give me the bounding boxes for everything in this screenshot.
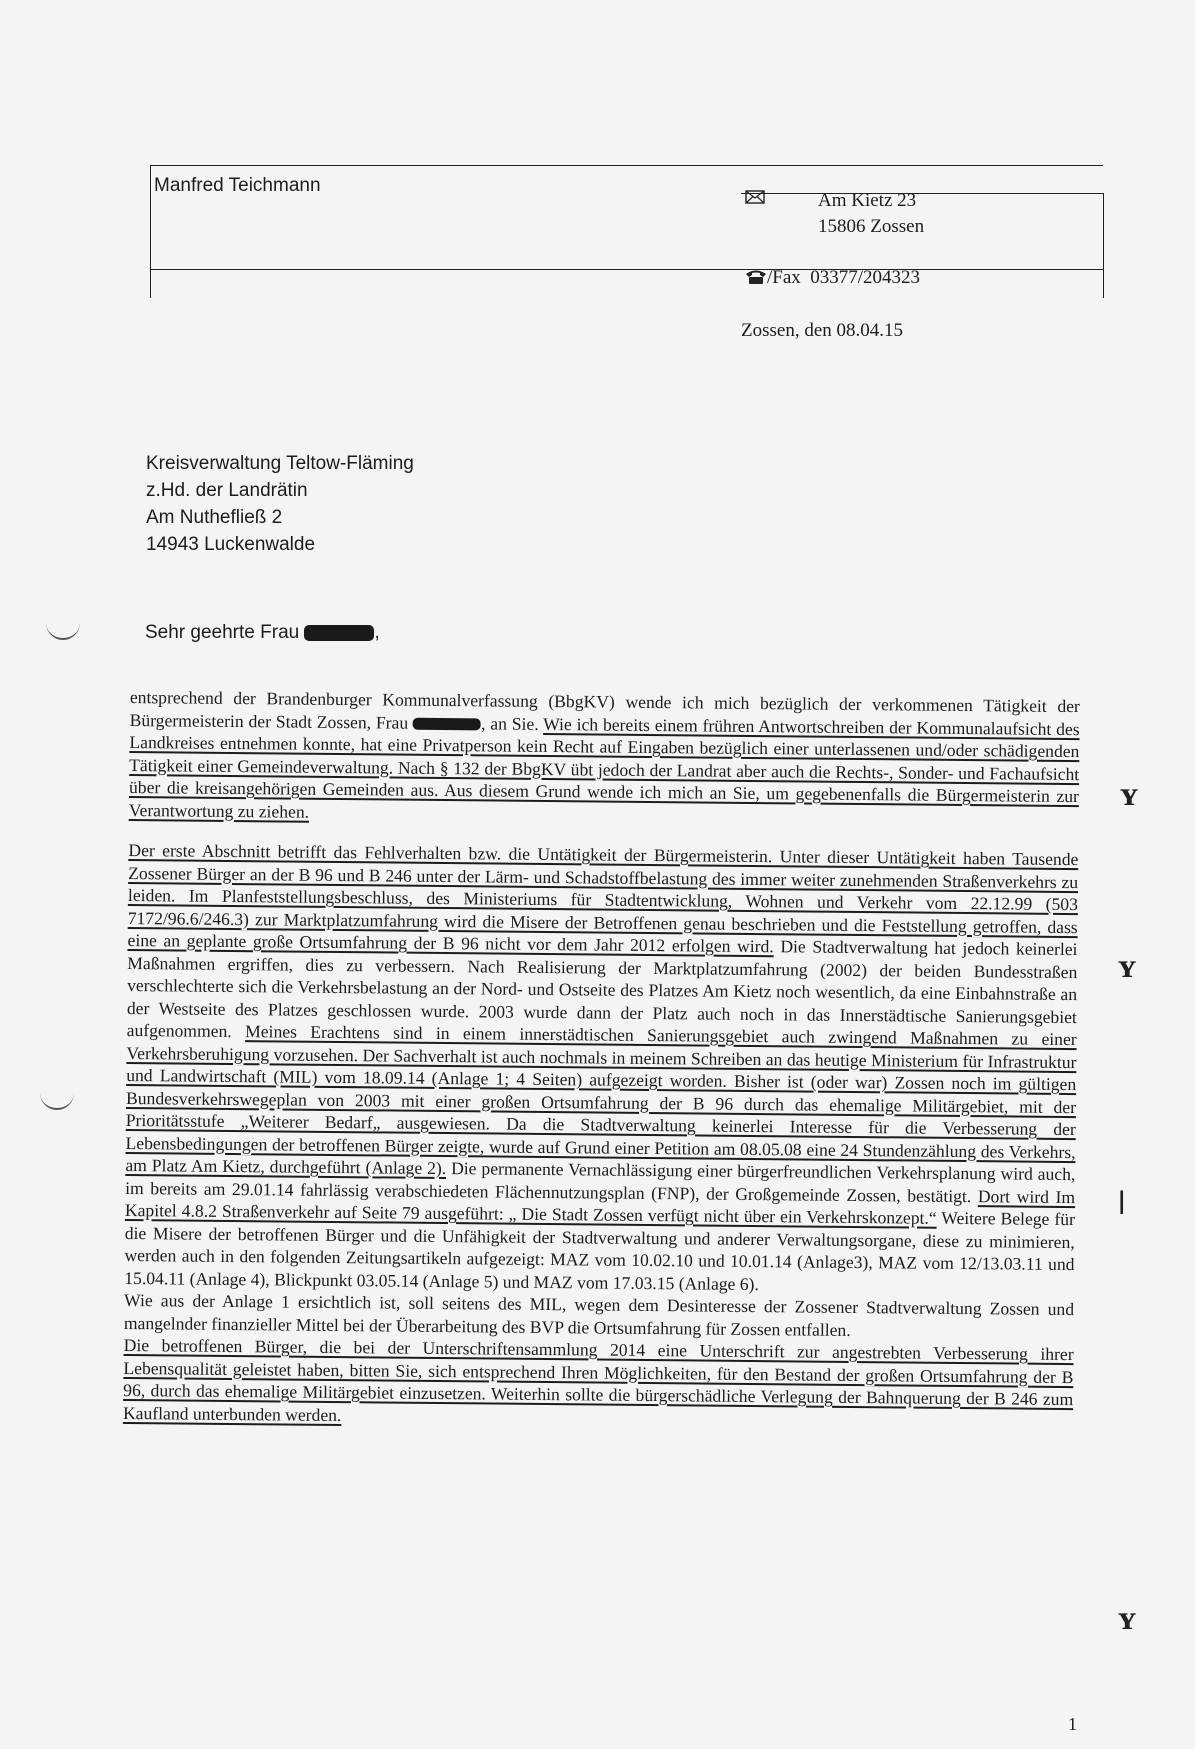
- paragraph-3: Wie aus der Anlage 1 ersichtlich ist, soll seitens des MIL, wegen dem Desinteresse der Zossener Stadtverwaltung Zossen und mangelnder finanzieller Mittel bei der Überarbeitung des BVP die Ortsumfahrung für Zossen entfallen.: [123, 1289, 1075, 1340]
- recipient-line-1: Kreisverwaltung Teltow-Fläming: [146, 453, 414, 474]
- sender-phone-row: [745, 267, 920, 289]
- sender-name: Manfred Teichmann: [154, 175, 321, 196]
- phone-number: 03377/204323: [810, 267, 921, 288]
- letter-body: [123, 686, 1080, 1433]
- redacted-name: [413, 718, 481, 731]
- recipient-line-3: Am Nuthefließ 2: [146, 507, 283, 528]
- telephone-icon: [745, 269, 767, 285]
- paragraph-1-text-b: , an Sie.: [480, 712, 539, 734]
- paragraph-4-underlined: Die betroffenen Bürger, die bei der Unterschriftensammlung 2014 eine Unterschrift zur angestrebten Verbesserung ihrer Lebensqualität geleistet haben, bitten Sie, sich entsprechend Ihren Möglichkeiten, für den Bestand der großen Ortsumfahrung der B 96, durch das ehemalige Militärgebiet einzusetzen. Weiterhin sollte die bürgerschädliche Verlegung der Bahnquerung der B 246 zum Kaufland unterbunden werden.: [122, 1334, 1074, 1425]
- page-number: 1: [1068, 1714, 1077, 1734]
- paragraph-2-text-1: Die Stadtverwaltung hat jedoch keinerlei Maßnahmen ergriffen, dies zu verbessern. Nach Realisierung der Marktplatzumfahrung (2002) der beiden Bundesstraßen verschlechterte sich die Verkehrsbelastung an der Nord- und Ostseite des Platzes Am Kietz noch wesentlich, da eine Einbahnstraße an der Westseite des Platzes geschlossen wurde. 2003 wurde dann der Platz auch noch in das Innerstädtische Sanierungsgebiet aufgenommen.: [126, 936, 1078, 1042]
- envelope-icon: [745, 190, 765, 204]
- recipient-line-2: z.Hd. der Landrätin: [146, 480, 308, 501]
- paragraph-1-underlined: Wie ich bereits einem frühren Antwortschreiben der Kommunalaufsicht des Landkreises entnehmen konnte, hat eine Privatperson kein Recht auf Eingaben bezüglich einer unterlassenen und/oder schädigenden Tätigkeit einer Gemeindeverwaltung. Nach § 132 der BbgKV übt jedoch der Landrat aber auch die Rechts-, Sonder- und Fachaufsicht über die kreisangehörigen Gemeinden aus. Aus diesem Grund wende ich mich an Sie, um gegebenenfalls die Bürgermeisterin zur Verantwortung zu ziehen.: [128, 713, 1080, 822]
- paragraph-2-text-2: Die permanente Vernachlässigung einer bürgerfreundlichen Verkehrsplanung wird auch, im bereits am 29.01.14 fahrlässig verabschiedeten Flächennutzungsplan (FNP), der Großgemeinde Zossen, bestätigt.: [125, 1158, 1076, 1206]
- date-line: Zossen, den 08.04.15: [741, 320, 904, 341]
- salutation: [145, 622, 380, 644]
- paragraph-4: [123, 1334, 1074, 1433]
- redacted-name: [304, 625, 374, 641]
- paragraph-1: [129, 686, 1080, 830]
- paragraph-2: [124, 839, 1078, 1298]
- margin-mark: ʏ: [1118, 948, 1137, 985]
- margin-mark: ǀ: [1118, 1185, 1126, 1222]
- paragraph-1-text-a: entsprechend der Brandenburger Kommunalverfassung (BbgKV) wende ich mich bezüglich der verkommenen Tätigkeit der Bürgermeisterin der Stadt Zossen, Frau: [129, 686, 1080, 733]
- paragraph-2-underlined-3: Dort wird Im Kapitel 4.8.2 Straßenverkehr auf Seite 79 ausgeführt: „ Die Stadt Zossen verfügt nicht über ein Verkehrskonzept.“: [124, 1185, 1076, 1228]
- margin-mark: ʏ: [1118, 1600, 1137, 1637]
- phone-label: /Fax: [767, 267, 801, 288]
- paragraph-2-underlined-2: Meines Erachtens sind in einem innerstädtischen Sanierungsgebiet auch zwingend Maßnahmen zu einer Verkehrsberuhigung vorzusehen. Der Sachverhalt ist auch nochmals in meinem Schreiben an das heutige Ministerium für Infrastruktur und Landwirtschaft (MIL) vom 18.09.14 (Anlage 1; 4 Seiten) aufgezeigt worden. Bisher ist (oder war) Zossen noch im gültigen Bundesverkehrswegeplan von 2003 mit einer großen Ortsumfahrung der B 96 durch das ehemalige Militärgebiet, mit der Prioritätsstufe „Weiterer Bedarf„ ausgewiesen. Da die Stadtverwaltung keinerlei Interesse für die Verbesserung der Lebensbedingungen der betroffenen Bürger zeigte, wurde auf Grund einer Petition am 08.05.08 eine 24 Stundenzählung des Verkehrs, am Platz Am Kietz, durchgeführt (Anlage 2).: [125, 1021, 1077, 1179]
- salutation-suffix: ,: [374, 622, 380, 643]
- paragraph-2-underlined-1: Der erste Abschnitt betrifft das Fehlverhalten bzw. die Untätigkeit der Bürgermeisterin. Unter dieser Untätigkeit haben Tausende Zossener Bürger an der B 96 und B 246 unter der Lärm- und Schadstoffbelastung des immer weiter zunehmenden Straßenverkehrs zu leiden. Im Planfeststellungsbeschluss, des Ministeriums für Stadtentwicklung, Wohnen und Verkehr vom 22.12.99 (503 7172/96.6/246.3) zur Marktplatzumfahrung wird die Misere der Betroffenen genau beschrieben und die Feststellung getroffen, dass eine an geplante große Ortsumfahrung der B 96 nicht vor dem Jahr 2012 erfolgen wird.: [127, 839, 1079, 957]
- salutation-prefix: Sehr geehrte Frau: [145, 622, 300, 643]
- margin-mark: ʏ: [1120, 776, 1139, 813]
- sender-street: Am Kietz 23: [818, 190, 917, 211]
- punch-hole-mark: [40, 1090, 74, 1110]
- recipient-line-4: 14943 Luckenwalde: [146, 534, 316, 555]
- paragraph-2-text-3: Weitere Belege für die Misere der betroffenen Bürger und die Unfähigkeit der Stadtverwaltung und anderer Verwaltungsorgane, diese zu minimieren, werden auch in den folgenden Zeitungsartikeln aufgezeigt: MAZ vom 10.02.10 und 10.01.14 (Anlage3), MAZ vom 12/13.03.11 und 15.04.11 (Anlage 4), Blickpunkt 03.05.14 (Anlage 5) und MAZ vom 17.03.15 (Anlage 6).: [124, 1207, 1076, 1294]
- punch-hole-mark: [46, 620, 80, 640]
- recipient-address: [146, 450, 414, 558]
- sender-city: 15806 Zossen: [818, 216, 925, 237]
